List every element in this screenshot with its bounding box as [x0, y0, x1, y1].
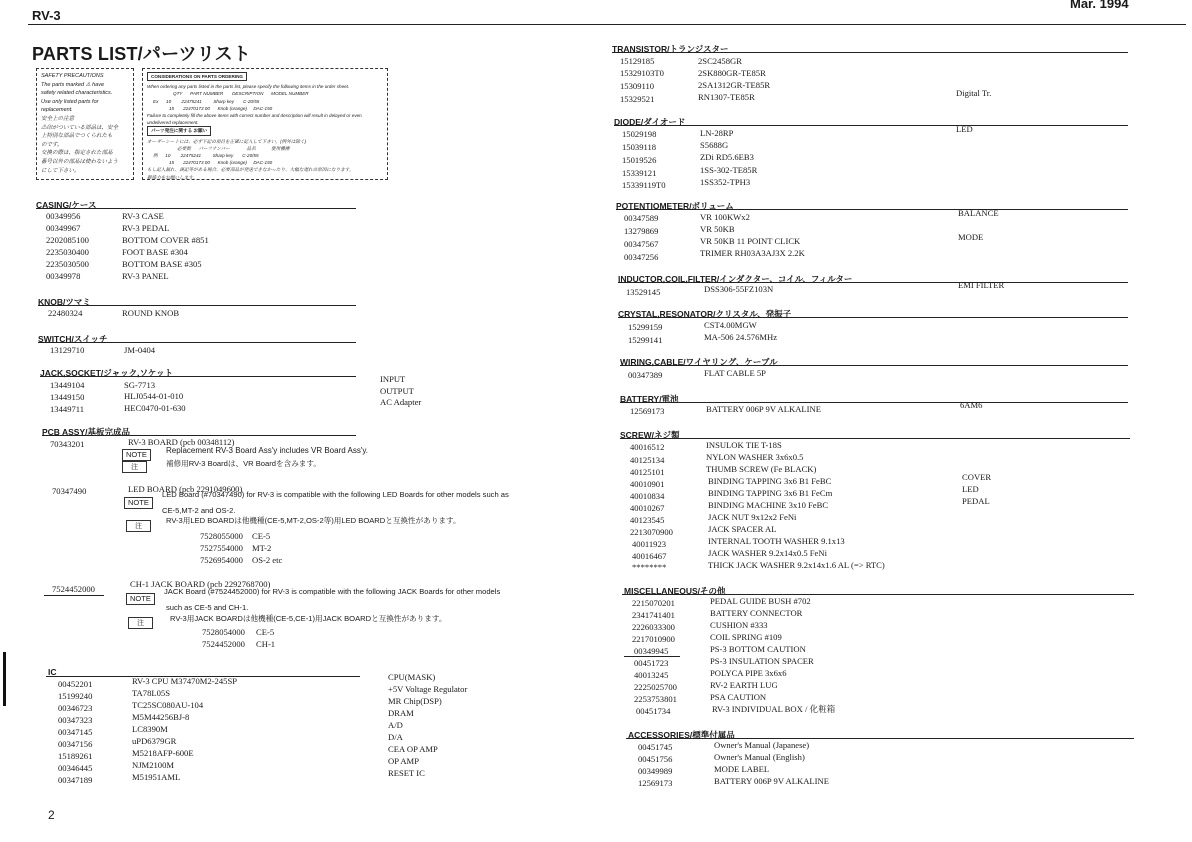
section-title-accessories: ACCESSORIES/標準付属品: [628, 730, 735, 740]
compat-model: CE-5: [252, 531, 271, 541]
part-note: D/A: [388, 732, 403, 742]
part-description: RN1307-TE85R: [698, 92, 755, 102]
part-number: 12569173: [638, 778, 673, 788]
part-description: MODE LABEL: [714, 764, 770, 774]
part-description: JACK NUT 9x12x2 FeNi: [708, 512, 797, 522]
part-description: S5688G: [700, 140, 729, 150]
compat-model: CE-5: [256, 627, 275, 637]
part-number: 7524452000: [52, 584, 95, 594]
safety-precautions-box: [36, 68, 134, 180]
part-number: 00347145: [58, 727, 93, 737]
part-number: 12569173: [630, 406, 665, 416]
jp-note-text: 補修用RV-3 Boardは、VR Boardを含みます。: [166, 459, 321, 468]
part-note: AC Adapter: [380, 397, 422, 407]
section-title-inductor: INDUCTOR,COIL,FILTER/インダクター、コイル、フィルター: [618, 274, 853, 284]
part-description: BATTERY 006P 9V ALKALINE: [714, 776, 829, 786]
part-description: THUMB SCREW (Fe BLACK): [706, 464, 817, 474]
page-title: PARTS LIST/パーツリスト: [32, 44, 251, 64]
part-number: 2235030500: [46, 259, 89, 269]
ordering-jp-intro: オーダーシートには、必ず下記の項目を正確に記入して下さい。(例外は除く): [147, 138, 307, 144]
section-rule: [36, 208, 356, 209]
part-note: 6AM6: [960, 400, 983, 410]
ordering-headers: QTY PART NUMBER DESCRIPTION MODEL NUMBER: [173, 91, 309, 97]
part-description: RV-3 PANEL: [122, 271, 169, 281]
part-description: NJM2100M: [132, 760, 175, 770]
section-title-ic: IC: [48, 667, 57, 677]
section-title-knob: KNOB/ツマミ: [38, 297, 91, 307]
part-description: LC8390M: [132, 724, 168, 734]
section-rule: [40, 376, 356, 377]
part-number: 15339119T0: [622, 180, 666, 190]
underline: [624, 656, 680, 657]
part-note: BALANCE: [958, 208, 999, 218]
note-text: such as CE-5 and CH-1.: [166, 603, 249, 612]
part-description: MA-506 24.576MHz: [704, 332, 778, 342]
part-number: 2235030400: [46, 247, 89, 257]
part-description: BINDING MACHINE 3x10 FeBC: [708, 500, 829, 510]
part-number: 40125101: [630, 467, 665, 477]
part-number: 13449150: [50, 392, 85, 402]
compat-pn: 7528055000: [200, 531, 243, 541]
part-description: BOTTOM BASE #305: [122, 259, 202, 269]
part-number: 15299141: [628, 335, 663, 345]
part-description: RV-3 PEDAL: [122, 223, 170, 233]
note-text: JACK Board (#7524452000) for RV-3 is compatible with the following JACK Boards for other models: [164, 587, 501, 596]
part-description: LED BOARD (pcb 2291049600): [128, 484, 243, 494]
part-description: 2SC2458GR: [698, 56, 742, 66]
part-number: 2253753801: [634, 694, 677, 704]
section-title-pcb: PCB ASSY/基板完成品: [42, 427, 131, 437]
part-description: BATTERY CONNECTOR: [710, 608, 803, 618]
part-note: PEDAL: [962, 496, 990, 506]
part-number: 00349956: [46, 211, 81, 221]
part-note: CPU(MASK): [388, 672, 436, 682]
part-description: RV-3 CASE: [122, 211, 164, 221]
section-rule: [620, 365, 1128, 366]
safety-line: replacement.: [41, 107, 73, 114]
safety-line: のです。: [41, 141, 63, 148]
part-description: INSULOK TIE T-18S: [706, 440, 782, 450]
part-number: 00347589: [624, 213, 659, 223]
part-number: 15329521: [620, 94, 655, 104]
part-number: 2226033300: [632, 622, 675, 632]
part-number: 13129710: [50, 345, 85, 355]
part-number: 40011923: [632, 539, 667, 549]
section-title-transistor: TRANSISTOR/トランジスター: [612, 44, 729, 54]
section-rule: [626, 738, 1134, 739]
part-description: SG-7713: [124, 380, 156, 390]
section-rule: [620, 402, 1128, 403]
ordering-jp-title: パーツ発注に関する お願い: [147, 126, 211, 135]
part-number: 15339121: [622, 168, 657, 178]
section-title-diode: DIODE/ダイオード: [614, 117, 686, 127]
part-description: PS-3 INSULATION SPACER: [710, 656, 814, 666]
part-description: HEC0470-01-630: [124, 403, 186, 413]
section-title-jack: JACK,SOCKET/ジャック,ソケット: [40, 368, 173, 378]
part-description: VR 50KB 11 POINT CLICK: [700, 236, 801, 246]
part-number: 00349967: [46, 223, 81, 233]
safety-line: 交換の際は、指定された部品: [41, 150, 113, 157]
part-description: 1SS-302-TE85R: [700, 165, 758, 175]
part-description: NYLON WASHER 3x6x0.5: [706, 452, 804, 462]
part-note: LED: [956, 124, 973, 134]
part-number: 13449104: [50, 380, 85, 390]
part-number: 40123545: [630, 515, 665, 525]
part-note: INPUT: [380, 374, 406, 384]
header-divider: [28, 24, 1186, 25]
part-description: FOOT BASE #304: [122, 247, 188, 257]
part-description: POLYCA PIPE 3x6x6: [710, 668, 787, 678]
part-description: RV-2 EARTH LUG: [710, 680, 778, 690]
compat-model: OS-2 etc: [252, 555, 283, 565]
part-description: THICK JACK WASHER 9.2x14x1.6 AL (=> RTC): [708, 560, 885, 570]
part-description: JACK SPACER AL: [708, 524, 777, 534]
part-number: 40125134: [630, 455, 665, 465]
section-rule: [38, 305, 356, 306]
part-number: 00451756: [638, 754, 673, 764]
jp-note-label: 注: [126, 520, 151, 532]
section-title-potentiometer: POTENTIOMETER/ボリューム: [616, 201, 734, 211]
part-note: EMI FILTER: [958, 280, 1005, 290]
part-description: RV-3 BOARD (pcb 00348112): [128, 437, 235, 447]
jp-note-label: 注: [122, 461, 147, 473]
ordering-jp-note2: 御協力をお願いします。: [147, 174, 198, 180]
compat-model: MT-2: [252, 543, 272, 553]
header-date: Mar. 1994: [1070, 0, 1129, 11]
part-description: PEDAL GUIDE BUSH #702: [710, 596, 811, 606]
part-description: BINDING TAPPING 3x6 B1 FeCm: [708, 488, 833, 498]
part-number: 00452201: [58, 679, 93, 689]
part-number: 00347256: [624, 252, 659, 262]
ordering-example-row: Ex 10 22475241 Sharp key C-20/55: [153, 98, 260, 104]
part-number: 40010901: [630, 479, 665, 489]
part-number: 40010834: [630, 491, 665, 501]
part-description: CST4.00MGW: [704, 320, 757, 330]
part-description: PSA CAUTION: [710, 692, 767, 702]
ordering-jp-note: もし記入漏れ、誤記等がある場合、必要部品が発送できなかったり、大幅な遅れの原因になります。: [147, 167, 354, 173]
part-number: 15329103T0: [620, 68, 664, 78]
note-text: Replacement RV-3 Board Ass'y includes VR Board Ass'y.: [166, 446, 368, 455]
section-rule: [42, 435, 356, 436]
part-number: 2215070201: [632, 598, 675, 608]
part-number: 00451723: [634, 658, 669, 668]
section-rule: [616, 209, 1128, 210]
part-note: Digital Tr.: [956, 88, 992, 98]
part-note: +5V Voltage Regulator: [388, 684, 468, 694]
part-description: INTERNAL TOOTH WASHER 9.1x13: [708, 536, 845, 546]
note-label: NOTE: [122, 449, 151, 461]
part-number: 00451745: [638, 742, 673, 752]
ordering-jp-row: 15 22470173 00 Knob (orange) DAC-150: [169, 160, 273, 166]
section-title-casing: CASING/ケース: [36, 200, 97, 210]
part-number: 22480324: [48, 308, 83, 318]
compat-pn: 7527554000: [200, 543, 243, 553]
note-label: NOTE: [126, 593, 155, 605]
part-description: 2SK880GR-TE85R: [698, 68, 766, 78]
section-title-crystal: CRYSTAL,RESONATOR/クリスタル、発振子: [618, 309, 792, 319]
section-rule: [614, 125, 1128, 126]
part-description: M5M44256BJ-8: [132, 712, 190, 722]
safety-line: The parts marked ⚠ have: [41, 81, 105, 88]
compat-pn: 7526954000: [200, 555, 243, 565]
compat-pn: 7528054000: [202, 627, 245, 637]
ordering-example-row: 15 22470173 00 Knob (orange) DAC-150: [169, 105, 273, 111]
part-description: CUSHION #333: [710, 620, 768, 630]
part-number: 00349989: [638, 766, 673, 776]
part-number: 2341741401: [632, 610, 675, 620]
part-description: 1SS352-TPH3: [700, 177, 751, 187]
part-note: MR Chip(DSP): [388, 696, 442, 706]
part-number: 00347156: [58, 739, 93, 749]
jp-note-text: RV-3用JACK BOARDは他機種(CE-5,CE-1)用JACK BOARDと互換性があります。: [170, 614, 447, 623]
part-number: 00349945: [634, 646, 669, 656]
part-number: 00347189: [58, 775, 93, 785]
part-note: RESET IC: [388, 768, 425, 778]
part-number: 15019526: [622, 155, 657, 165]
part-number: 00346723: [58, 703, 93, 713]
safety-line: 上特別な部品でつくられたも: [41, 133, 113, 140]
compat-model: CH-1: [256, 639, 276, 649]
part-description: BATTERY 006P 9V ALKALINE: [706, 404, 821, 414]
part-description: TC25SC080AU-104: [132, 700, 204, 710]
ordering-title: CONSIDERATIONS ON PARTS ORDERING: [147, 72, 247, 81]
section-title-screw: SCREW/ネジ類: [620, 430, 680, 440]
header-model: RV-3: [32, 8, 61, 23]
part-description: uPD6379GR: [132, 736, 177, 746]
part-note: MODE: [958, 232, 984, 242]
jp-note-label: 注: [128, 617, 153, 629]
part-description: PS-3 BOTTOM CAUTION: [710, 644, 806, 654]
part-description: LN-28RP: [700, 128, 734, 138]
part-note: CEA OP AMP: [388, 744, 438, 754]
part-description: TA78L05S: [132, 688, 170, 698]
part-number: 15029198: [622, 129, 657, 139]
part-number: 15039118: [622, 142, 657, 152]
part-description: Owner's Manual (English): [714, 752, 805, 762]
part-note: OUTPUT: [380, 386, 414, 396]
part-note: A/D: [388, 720, 403, 730]
part-number: 70343201: [50, 439, 85, 449]
part-description: JM-0404: [124, 345, 156, 355]
section-rule: [618, 282, 1128, 283]
part-note: COVER: [962, 472, 992, 482]
part-number: 40013245: [634, 670, 669, 680]
safety-title: SAFETY PRECAUTIONS: [41, 73, 104, 79]
part-description: Owner's Manual (Japanese): [714, 740, 810, 750]
underline: [44, 595, 104, 596]
part-description: DSS306-55FZ103N: [704, 284, 774, 294]
safety-line: にして下さい。: [41, 167, 80, 174]
part-number: 00349978: [46, 271, 81, 281]
part-number: ********: [632, 562, 667, 572]
part-note: OP AMP: [388, 756, 419, 766]
section-rule: [612, 52, 1128, 53]
part-number: 00347323: [58, 715, 93, 725]
page-number: 2: [48, 808, 55, 822]
part-description: M51951AML: [132, 772, 181, 782]
section-title-battery: BATTERY/電池: [620, 394, 679, 404]
part-description: CH-1 JACK BOARD (pcb 2292768700): [130, 579, 271, 589]
jp-note-text: RV-3用LED BOARDは他機種(CE-5,MT-2,OS-2等)用LED BOARDと互換性があります。: [166, 516, 461, 525]
part-note: DRAM: [388, 708, 414, 718]
part-number: 13449711: [50, 404, 85, 414]
section-rule: [618, 317, 1128, 318]
note-label: NOTE: [124, 497, 153, 509]
safety-line: 番号以外の部品は使わないよう: [41, 158, 119, 165]
part-description: ZDi RD5.6EB3: [700, 152, 754, 162]
part-number: 15199240: [58, 691, 93, 701]
part-number: 70347490: [52, 486, 87, 496]
part-number: 00346445: [58, 763, 93, 773]
part-number: 13529145: [626, 287, 661, 297]
safety-line: safety related characteristics.: [41, 90, 113, 97]
ordering-considerations-box: [142, 68, 388, 180]
part-description: TRIMER RH03A3AJ3X 2.2K: [700, 248, 805, 258]
part-number: 00347389: [628, 370, 663, 380]
part-note: LED: [962, 484, 979, 494]
ordering-failure-note: Failure to completely fill the above items with correct number and description will result in delayed or even undelivered replacement.: [147, 113, 362, 126]
ordering-jp-headers: 必要数 パーツナンバー 品名 使用機種: [177, 145, 290, 151]
safety-line: ⚠印がついている部品は、安全: [41, 124, 119, 131]
part-description: ROUND KNOB: [122, 308, 180, 318]
part-number: 13279869: [624, 226, 659, 236]
part-number: 15129185: [620, 56, 655, 66]
part-description: 2SA1312GR-TE85R: [698, 80, 771, 90]
note-text: CE-5,MT-2 and OS-2.: [162, 506, 236, 515]
part-number: 15189261: [58, 751, 93, 761]
section-rule: [620, 438, 1130, 439]
part-number: 15309110: [620, 81, 655, 91]
part-number: 00347567: [624, 239, 659, 249]
ordering-intro: When ordering any parts listed in the parts list, please specify the following items in the order sheet.: [147, 84, 350, 90]
part-number: 2202085100: [46, 235, 89, 245]
note-text: LED Board (#70347490) for RV-3 is compatible with the following LED Boards for other models such as: [162, 490, 509, 499]
part-number: 2217010900: [632, 634, 675, 644]
part-description: RV-3 CPU M37470M2-245SP: [132, 676, 238, 686]
part-number: 40016467: [632, 551, 667, 561]
part-number: 2213070900: [630, 527, 673, 537]
part-number: 15299159: [628, 322, 663, 332]
part-number: 00451734: [636, 706, 671, 716]
section-rule: [38, 342, 356, 343]
part-description: RV-3 INDIVIDUAL BOX / 化粧箱: [712, 704, 836, 714]
part-description: VR 100KWx2: [700, 212, 750, 222]
section-rule: [622, 594, 1134, 595]
compat-pn: 7524452000: [202, 639, 245, 649]
binding-mark: [3, 652, 6, 706]
part-number: 40010267: [630, 503, 665, 513]
safety-line: 安全上の注意: [41, 115, 75, 122]
section-title-switch: SWITCH/スイッチ: [38, 334, 108, 344]
part-number: 2225025700: [634, 682, 677, 692]
part-description: JACK WASHER 9.2x14x0.5 FeNi: [708, 548, 827, 558]
part-description: VR 50KB: [700, 224, 735, 234]
part-number: 40016512: [630, 442, 665, 452]
part-description: M5218AFP-600E: [132, 748, 194, 758]
section-title-wiring: WIRING,CABLE/ワイヤリング、ケーブル: [620, 357, 778, 367]
section-title-misc: MISCELLANEOUS/その他: [624, 586, 726, 596]
safety-line: Use only listed parts for: [41, 98, 99, 105]
part-description: HLJ0544-01-010: [124, 391, 184, 401]
part-description: BINDING TAPPING 3x6 B1 FeBC: [708, 476, 832, 486]
part-description: COIL SPRING #109: [710, 632, 782, 642]
ordering-jp-row: 例 10 22475241 Sharp key C-20/55: [153, 153, 259, 159]
part-description: BOTTOM COVER #851: [122, 235, 209, 245]
part-description: FLAT CABLE 5P: [704, 368, 766, 378]
